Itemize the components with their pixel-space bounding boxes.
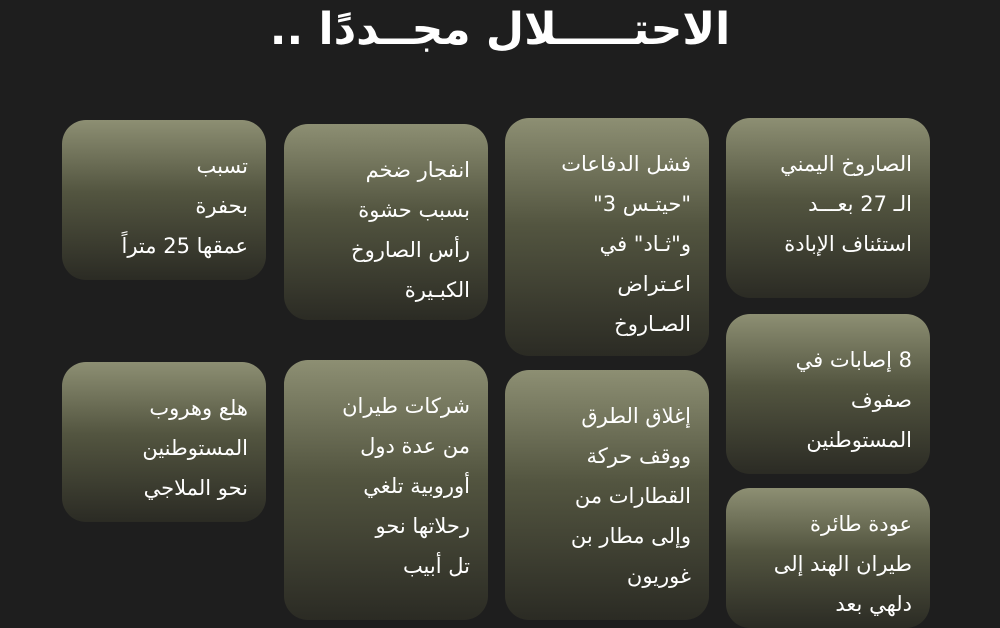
card-line: 8 إصابات في bbox=[795, 348, 912, 372]
card-line: دلهي بعد bbox=[835, 592, 912, 616]
card-line: الـ 27 بعـــد bbox=[808, 192, 912, 216]
card-line: رحلاتها نحو bbox=[375, 514, 470, 538]
card-line: المستوطنين bbox=[142, 436, 248, 460]
fact-card-airlines-cancel bbox=[284, 360, 488, 620]
card-line: ووقف حركة bbox=[586, 444, 691, 468]
fact-card-road-closures bbox=[505, 370, 709, 620]
card-line: و"ثـاد" في bbox=[599, 232, 691, 256]
card-line: الصاروخ اليمني bbox=[780, 152, 912, 176]
card-line: عمقها 25 متراً bbox=[121, 234, 248, 258]
card-line: وإلى مطار بن bbox=[570, 524, 691, 548]
page-title bbox=[0, 0, 1000, 60]
card-line: استئناف الإبادة bbox=[784, 232, 912, 256]
card-line: بسبب حشوة bbox=[358, 198, 470, 222]
card-line: صفوف bbox=[850, 388, 912, 412]
card-line: شركات طيران bbox=[342, 394, 470, 418]
card-line: الصـاروخ bbox=[614, 312, 691, 336]
fact-card-air-india bbox=[726, 488, 930, 628]
card-line: هلع وهروب bbox=[149, 396, 248, 420]
fact-card-injuries bbox=[726, 314, 930, 474]
card-line: أوروبية تلغي bbox=[363, 474, 470, 498]
card-line: رأس الصاروخ bbox=[351, 238, 470, 262]
card-line: اعـتراض bbox=[617, 272, 691, 296]
card-line: انفجار ضخم bbox=[365, 158, 470, 182]
card-line: نحو الملاجي bbox=[143, 476, 248, 500]
fact-card-explosion bbox=[284, 124, 488, 320]
fact-card-panic bbox=[62, 362, 266, 522]
card-line: القطارات من bbox=[574, 484, 691, 508]
card-line: غوريون bbox=[626, 564, 691, 588]
card-line: الكبـيرة bbox=[404, 278, 470, 302]
card-line: تسبب bbox=[196, 154, 248, 178]
fact-card-yemeni-missile bbox=[726, 118, 930, 298]
card-line: بحفرة bbox=[195, 194, 248, 218]
fact-card-air-defense-failure bbox=[505, 118, 709, 356]
card-line: من عدة دول bbox=[360, 434, 470, 458]
fact-card-crater bbox=[62, 120, 266, 280]
card-line: "حيتـس 3" bbox=[593, 192, 691, 216]
headline-text: الاحتـــــلال مجــددًا .. bbox=[269, 4, 731, 55]
card-line: عودة طائرة bbox=[810, 512, 912, 536]
card-line: المستوطنين bbox=[806, 428, 912, 452]
card-line: إغلاق الطرق bbox=[581, 404, 691, 428]
card-line: طيران الهند إلى bbox=[773, 552, 912, 576]
card-line: فشل الدفاعات bbox=[561, 152, 691, 176]
card-line: تل أبيب bbox=[402, 554, 470, 578]
